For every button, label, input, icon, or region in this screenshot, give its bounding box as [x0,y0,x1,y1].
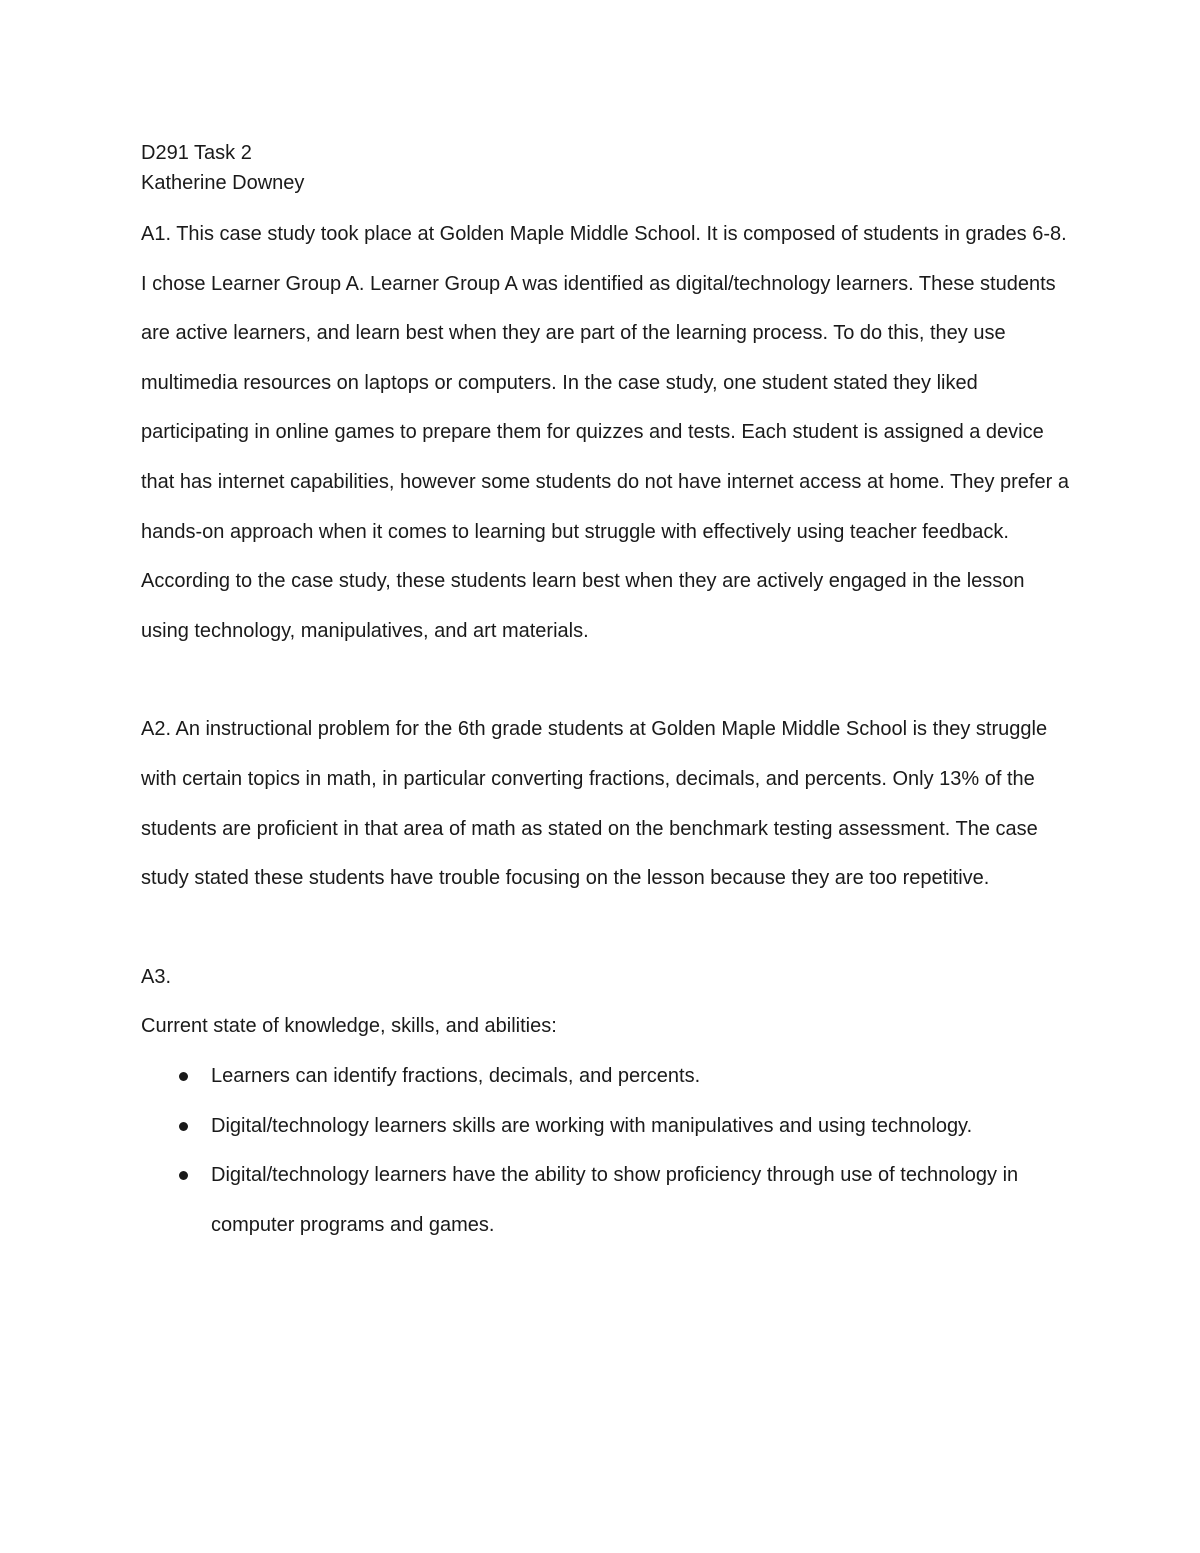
document-content [141,138,1076,1250]
bullet-icon [179,1171,188,1180]
section-a1-paragraph: A1. This case study took place at Golden Maple Middle School. It is composed of students in grades 6-8. I chose Learner Group A. Learner Group A was identified as digital/technology learners. These students are active learners, and learn best when they are part of the learning process. To do this, they use multimedia resources on laptops or computers. In the case study, one student stated they liked participating in online games to prepare them for quizzes and tests. Each student is assigned a device that has internet capabilities, however some students do not have internet access at home. They prefer a hands-on approach when it comes to learning but struggle with effectively using teacher feedback. According to the case study, these students learn best when they are actively engaged in the lesson using technology, manipulatives, and art materials. [141,223,1069,642]
section-a3-subheading: Current state of knowledge, skills, and abilities: [141,1015,557,1038]
document-title: D291 Task 2 [141,142,252,164]
section-a2-paragraph: A2. An instructional problem for the 6th grade students at Golden Maple Middle School is they struggle with certain topics in math, in particular converting fractions, decimals, and percents. Only 13% of the students are proficient in that area of math as stated on the benchmark testing assessment. The case study stated these students have trouble focusing on the lesson because they are too repetitive. [141,718,1048,890]
list-item [141,1102,1076,1152]
spacer [141,656,1076,705]
list-item-text: Digital/technology learners skills are working with manipulatives and using technology. [211,1114,973,1137]
list-item [141,1052,1076,1102]
spacer [141,198,1076,210]
section-a3-label: A3. [141,965,172,988]
list-item-text: Digital/technology learners have the ability to show proficiency through use of technology in computer programs and games. [211,1164,1019,1236]
list-item [141,1151,1076,1250]
document-author: Katherine Downey [141,172,305,194]
a3-bullet-list [141,1052,1076,1250]
list-item-text: Learners can identify fractions, decimals, and percents. [211,1064,701,1087]
spacer [141,904,1076,953]
bullet-icon [179,1122,188,1131]
bullet-icon [179,1072,188,1081]
